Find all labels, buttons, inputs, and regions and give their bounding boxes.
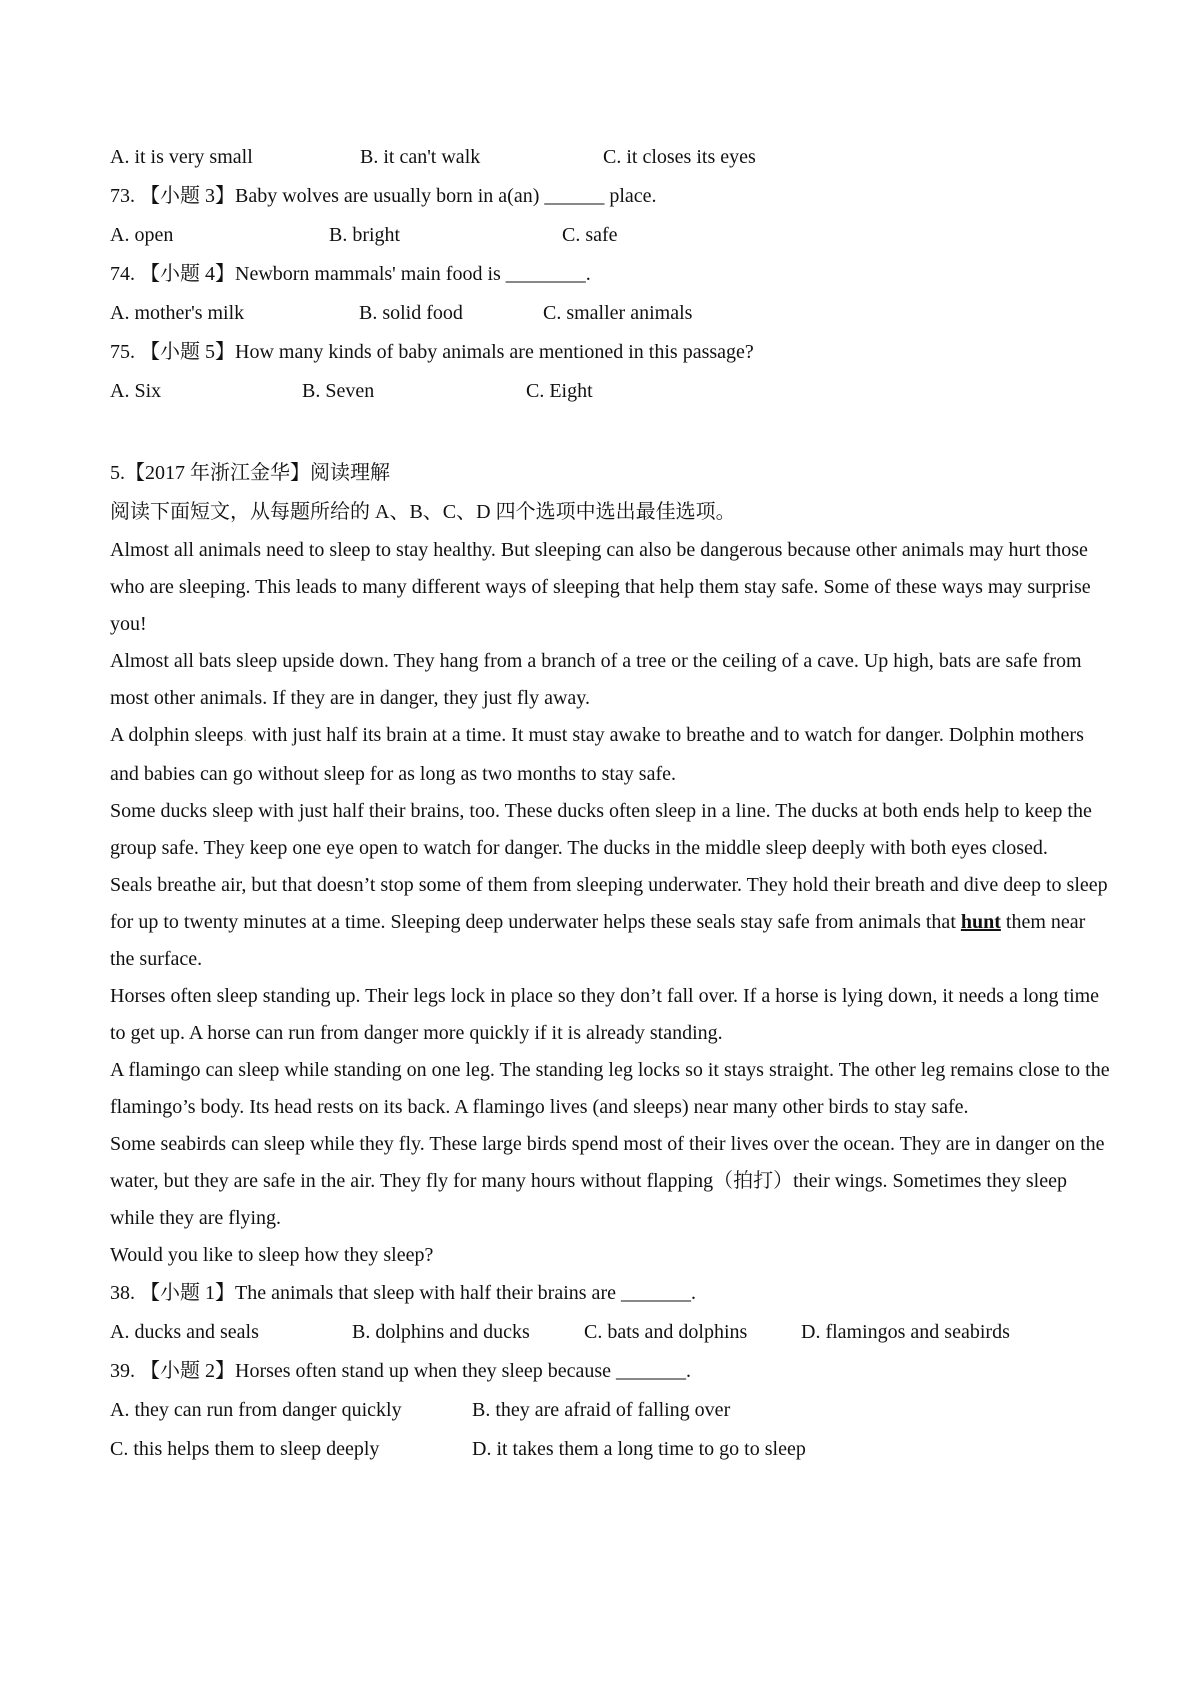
- q72-option-c: C. it closes its eyes: [603, 146, 756, 168]
- q38-option-c: C. bats and dolphins: [584, 1321, 748, 1343]
- section-instruction: 阅读下面短文，从每题所给的 A、B、C、D 四个选项中选出最佳选项。: [110, 501, 736, 523]
- q39-options-row-2: [110, 1430, 1110, 1469]
- q73-stem: 73. 【小题 3】Baby wolves are usually born in a(an) ______ place.: [110, 185, 657, 207]
- q73-options: [110, 216, 1110, 255]
- annotation-mark: .: [243, 730, 247, 745]
- q73-option-b: B. bright: [329, 224, 401, 246]
- q38-stem: 38. 【小题 1】The animals that sleep with half their brains are _______.: [110, 1282, 696, 1304]
- section-spacer: [110, 411, 1110, 454]
- q39-option-d: D. it takes them a long time to go to sleep: [472, 1438, 806, 1460]
- passage-paragraph-9: Would you like to sleep how they sleep?: [110, 1244, 434, 1266]
- q38-option-d: D. flamingos and seabirds: [801, 1321, 1010, 1343]
- q39-option-a: A. they can run from danger quickly: [110, 1399, 402, 1421]
- q74-options: [110, 294, 1110, 333]
- q38-option-a: A. ducks and seals: [110, 1321, 259, 1343]
- q39-options-row-1: [110, 1391, 1110, 1430]
- q39-option-c: C. this helps them to sleep deeply: [110, 1438, 380, 1460]
- q74-stem: 74. 【小题 4】Newborn mammals' main food is ________.: [110, 263, 591, 285]
- passage-paragraph-6: Horses often sleep standing up. Their legs lock in place so they don’t fall over. If a horse is lying down, it needs a long time to get up. A horse can run from danger more quickly if it is already standing.: [110, 985, 1100, 1044]
- page-content: [110, 138, 1110, 1469]
- passage-paragraph-4: Some ducks sleep with just half their brains, too. These ducks often sleep in a line. The ducks at both ends help to keep the group safe. They keep one eye open to watch for danger. The ducks in the middle sleep deeply with both eyes closed.: [110, 800, 1092, 859]
- q72-option-b: B. it can't walk: [360, 146, 481, 168]
- q38-options: [110, 1313, 1110, 1352]
- passage-paragraph-5-rest: them near the surface.: [110, 911, 1086, 970]
- q73-option-a: A. open: [110, 224, 174, 246]
- q72-option-a: A. it is very small: [110, 146, 253, 168]
- q74-option-c: C. smaller animals: [543, 302, 693, 324]
- q75-option-c: C. Eight: [526, 380, 593, 402]
- q39-option-b: B. they are afraid of falling over: [472, 1399, 731, 1421]
- passage-paragraph-3-rest: with just half its brain at a time. It must stay awake to breathe and to watch for danger. Dolphin mothers and babies can go without sleep for as long as two months to stay safe.: [110, 724, 1084, 785]
- section-title: 5.【2017 年浙江金华】阅读理解: [110, 462, 390, 484]
- q39-stem: 39. 【小题 2】Horses often stand up when they sleep because _______.: [110, 1360, 691, 1382]
- q74-option-a: A. mother's milk: [110, 302, 245, 324]
- q75-option-a: A. Six: [110, 380, 162, 402]
- q73-option-c: C. safe: [562, 224, 618, 246]
- q38-option-b: B. dolphins and ducks: [352, 1321, 530, 1343]
- q75-stem: 75. 【小题 5】How many kinds of baby animals are mentioned in this passage?: [110, 341, 754, 363]
- q72-options: [110, 138, 1110, 177]
- passage-paragraph-3-start: A dolphin sleeps: [110, 724, 244, 746]
- q75-options: [110, 372, 1110, 411]
- passage-paragraph-3: [110, 717, 1110, 793]
- q74-option-b: B. solid food: [359, 302, 463, 324]
- underlined-word-hunt: hunt: [960, 911, 1001, 933]
- passage-paragraph-7: A flamingo can sleep while standing on one leg. The standing leg locks so it stays straight. The other leg remains close to the flamingo’s body. Its head rests on its back. A flamingo lives (and sleeps) near many other birds to stay safe.: [110, 1059, 1110, 1118]
- q75-option-b: B. Seven: [302, 380, 375, 402]
- passage-paragraph-1: Almost all animals need to sleep to stay healthy. But sleeping can also be dangerous because other animals may hurt those who are sleeping. This leads to many different ways of sleeping that help them stay safe. Some of these ways may surprise you!: [110, 539, 1091, 635]
- passage-paragraph-5: [110, 867, 1110, 978]
- passage-paragraph-5-start: Seals breathe air, but that doesn’t stop some of them from sleeping underwater. They hold their breath and dive deep to sleep for up to twenty minutes at a time. Sleeping deep underwater helps these seals stay safe from animals that: [110, 874, 1108, 933]
- passage-paragraph-8: Some seabirds can sleep while they fly. These large birds spend most of their lives over the ocean. They are in danger on the water, but they are safe in the air. They fly for many hours without flapping（拍打）their wings. Sometimes they sleep while they are flying.: [110, 1133, 1105, 1229]
- passage-paragraph-2: Almost all bats sleep upside down. They hang from a branch of a tree or the ceiling of a cave. Up high, bats are safe from most other animals. If they are in danger, they just fly away.: [110, 650, 1082, 709]
